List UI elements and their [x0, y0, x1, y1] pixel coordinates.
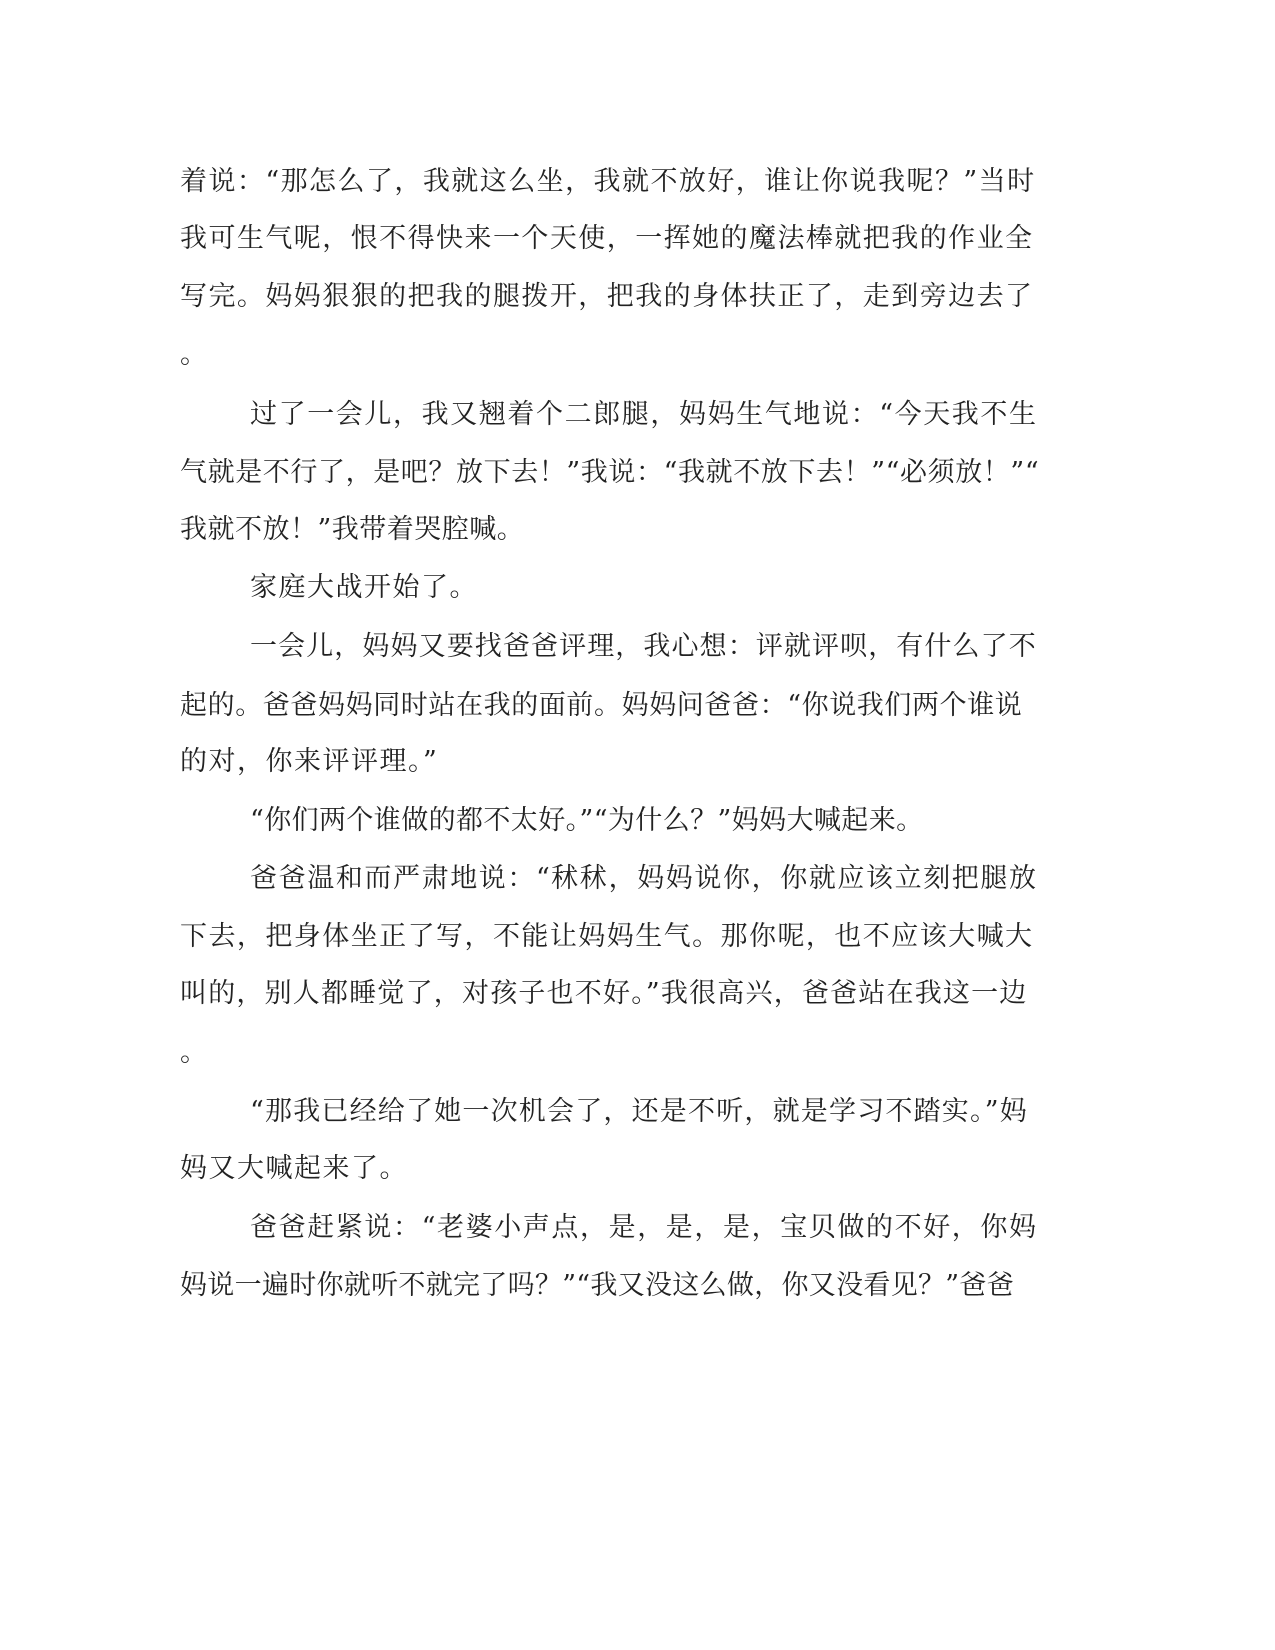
text-line: 叫的，别人都睡觉了，对孩子也不好。”我很高兴，爸爸站在我这一边: [180, 978, 1028, 1009]
text-line: “那我已经给了她一次机会了，还是不听，就是学习不踏实。”妈: [250, 1096, 1028, 1127]
text-line: 我可生气呢，恨不得快来一个天使，一挥她的魔法棒就把我的作业全: [180, 223, 1034, 254]
text-line: 家庭大战开始了。: [250, 572, 478, 603]
text-line: 一会儿，妈妈又要找爸爸评理，我心想：评就评呗，有什么了不: [250, 631, 1037, 662]
text-line: 妈说一遍时你就听不就完了吗？”“我又没这么做，你又没看见？”爸爸: [180, 1270, 1015, 1301]
text-line: 爸爸赶紧说：“老婆小声点，是，是，是，宝贝做的不好，你妈: [250, 1212, 1038, 1243]
text-line: 妈又大喊起来了。: [180, 1153, 408, 1184]
text-line: 气就是不行了，是吧？放下去！”我说：“我就不放下去！”“必须放！”“: [180, 457, 1040, 488]
text-line: 过了一会儿，我又翘着个二郎腿，妈妈生气地说：“今天我不生: [250, 399, 1038, 430]
text-line: 写完。妈妈狠狠的把我的腿拨开，把我的身体扶正了，走到旁边去了: [180, 281, 1034, 312]
text-line: 着说：“那怎么了，我就这么坐，我就不放好，谁让你说我呢？”当时: [180, 166, 1036, 197]
text-line: 。: [180, 1037, 207, 1068]
text-line: 我就不放！”我带着哭腔喊。: [180, 514, 525, 545]
text-line: 爸爸温和而严肃地说：“秫秫，妈妈说你，你就应该立刻把腿放: [250, 863, 1038, 894]
text-line: “你们两个谁做的都不太好。”“为什么？”妈妈大喊起来。: [250, 805, 924, 836]
text-line: 。: [180, 339, 207, 370]
text-line: 下去，把身体坐正了写，不能让妈妈生气。那你呢，也不应该大喊大: [180, 921, 1034, 952]
text-line: 起的。爸爸妈妈同时站在我的面前。妈妈问爸爸：“你说我们两个谁说: [180, 690, 1023, 721]
text-line: 的对，你来评评理。”: [180, 746, 439, 777]
